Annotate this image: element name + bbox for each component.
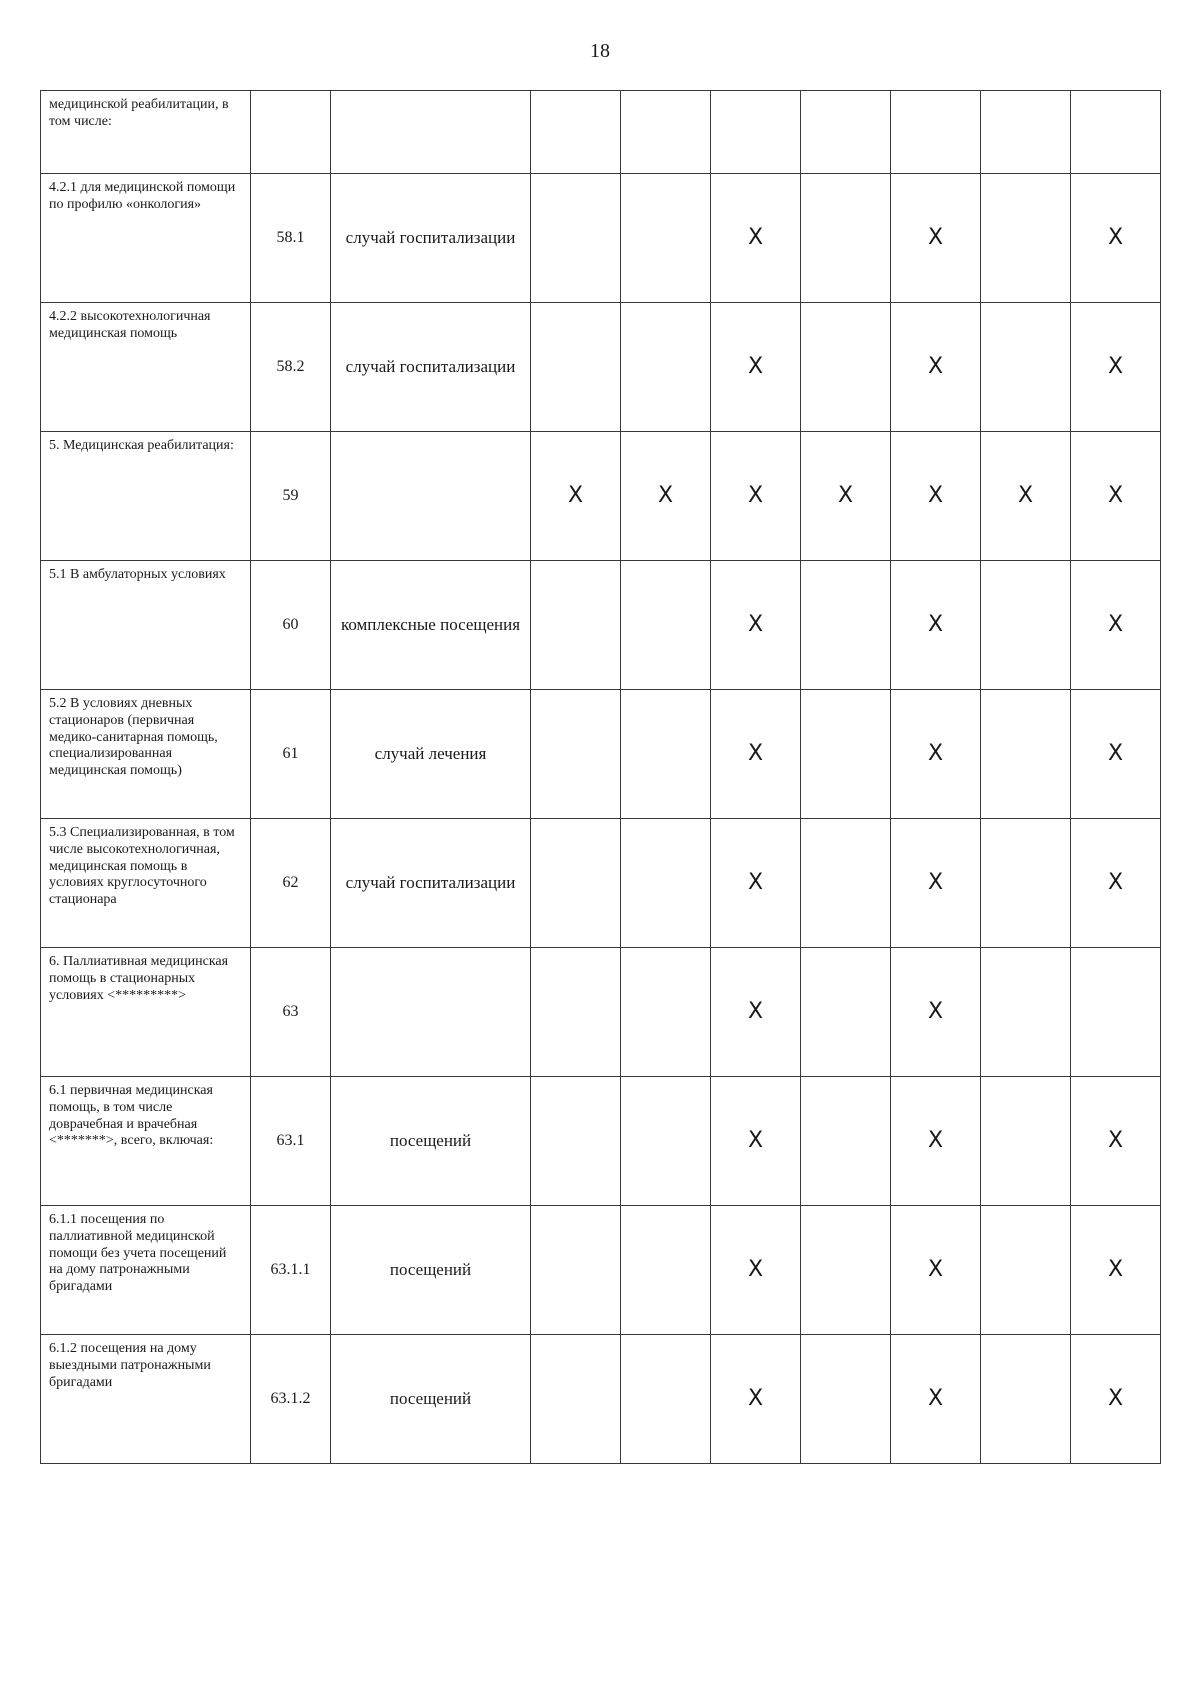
row-name-cell: 6.1.1 посещения по паллиативной медицинской помощи без учета посещений на дому патронажными бригадами xyxy=(41,1206,251,1335)
row-name-cell: 4.2.2 высокотехнологичная медицинская помощь xyxy=(41,303,251,432)
row-code-cell: 60 xyxy=(251,561,331,690)
row-mark-cell: X xyxy=(891,303,981,432)
row-mark-cell: X xyxy=(1071,174,1161,303)
table-row xyxy=(41,303,1161,432)
row-mark-cell xyxy=(621,1077,711,1206)
row-mark-cell xyxy=(801,1077,891,1206)
row-code-cell xyxy=(251,91,331,174)
row-mark-cell xyxy=(981,174,1071,303)
row-mark-cell xyxy=(711,91,801,174)
row-mark-cell xyxy=(531,690,621,819)
row-mark-cell xyxy=(981,1335,1071,1464)
row-mark-cell xyxy=(531,1335,621,1464)
row-mark-cell xyxy=(1071,91,1161,174)
row-mark-cell xyxy=(621,948,711,1077)
row-mark-cell: X xyxy=(891,432,981,561)
table-body xyxy=(41,91,1161,1464)
table-row xyxy=(41,948,1161,1077)
row-mark-cell: X xyxy=(711,432,801,561)
row-mark-cell xyxy=(801,819,891,948)
row-unit-cell: случай госпитализации xyxy=(331,174,531,303)
row-mark-cell xyxy=(531,948,621,1077)
table-row xyxy=(41,91,1161,174)
table-row xyxy=(41,690,1161,819)
row-mark-cell: X xyxy=(1071,1206,1161,1335)
row-mark-cell xyxy=(981,303,1071,432)
row-mark-cell: X xyxy=(711,1335,801,1464)
row-mark-cell xyxy=(801,91,891,174)
row-mark-cell: X xyxy=(711,948,801,1077)
row-mark-cell xyxy=(981,690,1071,819)
table-row xyxy=(41,1335,1161,1464)
row-code-cell: 58.2 xyxy=(251,303,331,432)
row-mark-cell xyxy=(621,1206,711,1335)
row-name-cell: 5.1 В амбулаторных условиях xyxy=(41,561,251,690)
row-mark-cell: X xyxy=(891,690,981,819)
row-mark-cell xyxy=(621,819,711,948)
row-mark-cell: X xyxy=(891,1077,981,1206)
row-code-cell: 63.1.1 xyxy=(251,1206,331,1335)
table-row xyxy=(41,819,1161,948)
data-table xyxy=(40,90,1161,1464)
row-mark-cell: X xyxy=(801,432,891,561)
row-mark-cell xyxy=(801,303,891,432)
row-mark-cell xyxy=(621,561,711,690)
row-mark-cell: X xyxy=(891,948,981,1077)
row-mark-cell xyxy=(891,91,981,174)
table-container xyxy=(40,90,1160,1464)
row-mark-cell: X xyxy=(711,561,801,690)
row-mark-cell xyxy=(531,561,621,690)
row-mark-cell xyxy=(801,1335,891,1464)
row-mark-cell: X xyxy=(711,819,801,948)
table-row xyxy=(41,561,1161,690)
row-mark-cell: X xyxy=(1071,819,1161,948)
row-mark-cell: X xyxy=(891,561,981,690)
row-mark-cell: X xyxy=(1071,303,1161,432)
row-mark-cell xyxy=(531,174,621,303)
row-mark-cell xyxy=(621,690,711,819)
row-mark-cell: X xyxy=(1071,432,1161,561)
row-name-cell: 5.2 В условиях дневных стационаров (первичная медико-санитарная помощь, специализированная медицинская помощь) xyxy=(41,690,251,819)
row-unit-cell xyxy=(331,91,531,174)
row-mark-cell: X xyxy=(711,1206,801,1335)
row-mark-cell: X xyxy=(1071,690,1161,819)
row-unit-cell: случай лечения xyxy=(331,690,531,819)
row-mark-cell xyxy=(1071,948,1161,1077)
row-mark-cell xyxy=(981,561,1071,690)
row-code-cell: 62 xyxy=(251,819,331,948)
row-unit-cell: комплексные посещения xyxy=(331,561,531,690)
row-mark-cell: X xyxy=(1071,1335,1161,1464)
row-unit-cell: случай госпитализации xyxy=(331,819,531,948)
row-unit-cell: посещений xyxy=(331,1077,531,1206)
table-row xyxy=(41,432,1161,561)
row-unit-cell: посещений xyxy=(331,1335,531,1464)
row-mark-cell xyxy=(801,948,891,1077)
row-mark-cell: X xyxy=(981,432,1071,561)
row-mark-cell: X xyxy=(711,1077,801,1206)
row-mark-cell: X xyxy=(531,432,621,561)
row-mark-cell xyxy=(621,174,711,303)
row-mark-cell: X xyxy=(711,303,801,432)
row-mark-cell: X xyxy=(1071,561,1161,690)
row-mark-cell: X xyxy=(891,819,981,948)
table-row xyxy=(41,1077,1161,1206)
row-unit-cell xyxy=(331,948,531,1077)
row-name-cell: 5.3 Специализированная, в том числе высокотехнологичная, медицинская помощь в условиях круглосуточного стационара xyxy=(41,819,251,948)
row-mark-cell: X xyxy=(711,174,801,303)
row-name-cell: 6.1.2 посещения на дому выездными патронажными бригадами xyxy=(41,1335,251,1464)
row-mark-cell xyxy=(801,1206,891,1335)
row-mark-cell: X xyxy=(891,1206,981,1335)
row-mark-cell: X xyxy=(891,1335,981,1464)
row-code-cell: 63 xyxy=(251,948,331,1077)
row-name-cell: медицинской реабилитации, в том числе: xyxy=(41,91,251,174)
row-unit-cell: посещений xyxy=(331,1206,531,1335)
row-code-cell: 63.1.2 xyxy=(251,1335,331,1464)
row-mark-cell xyxy=(801,561,891,690)
row-name-cell: 5. Медицинская реабилитация: xyxy=(41,432,251,561)
row-mark-cell xyxy=(531,303,621,432)
row-mark-cell xyxy=(981,91,1071,174)
row-mark-cell: X xyxy=(621,432,711,561)
row-mark-cell: X xyxy=(711,690,801,819)
row-mark-cell xyxy=(531,1077,621,1206)
row-mark-cell xyxy=(981,1206,1071,1335)
row-name-cell: 6. Паллиативная медицинская помощь в стационарных условиях <*********> xyxy=(41,948,251,1077)
table-row xyxy=(41,1206,1161,1335)
row-mark-cell xyxy=(531,819,621,948)
row-mark-cell xyxy=(621,91,711,174)
row-name-cell: 4.2.1 для медицинской помощи по профилю «онкология» xyxy=(41,174,251,303)
row-mark-cell xyxy=(801,174,891,303)
row-mark-cell xyxy=(981,948,1071,1077)
row-mark-cell xyxy=(801,690,891,819)
row-mark-cell xyxy=(621,303,711,432)
row-mark-cell: X xyxy=(1071,1077,1161,1206)
row-mark-cell: X xyxy=(891,174,981,303)
row-code-cell: 63.1 xyxy=(251,1077,331,1206)
row-code-cell: 61 xyxy=(251,690,331,819)
page-number: 18 xyxy=(590,40,610,62)
row-code-cell: 59 xyxy=(251,432,331,561)
row-code-cell: 58.1 xyxy=(251,174,331,303)
row-mark-cell xyxy=(981,819,1071,948)
table-row xyxy=(41,174,1161,303)
row-mark-cell xyxy=(531,1206,621,1335)
row-name-cell: 6.1 первичная медицинская помощь, в том числе доврачебная и врачебная <*******>, всего, включая: xyxy=(41,1077,251,1206)
row-mark-cell xyxy=(531,91,621,174)
row-mark-cell xyxy=(621,1335,711,1464)
row-unit-cell: случай госпитализации xyxy=(331,303,531,432)
row-mark-cell xyxy=(981,1077,1071,1206)
row-unit-cell xyxy=(331,432,531,561)
